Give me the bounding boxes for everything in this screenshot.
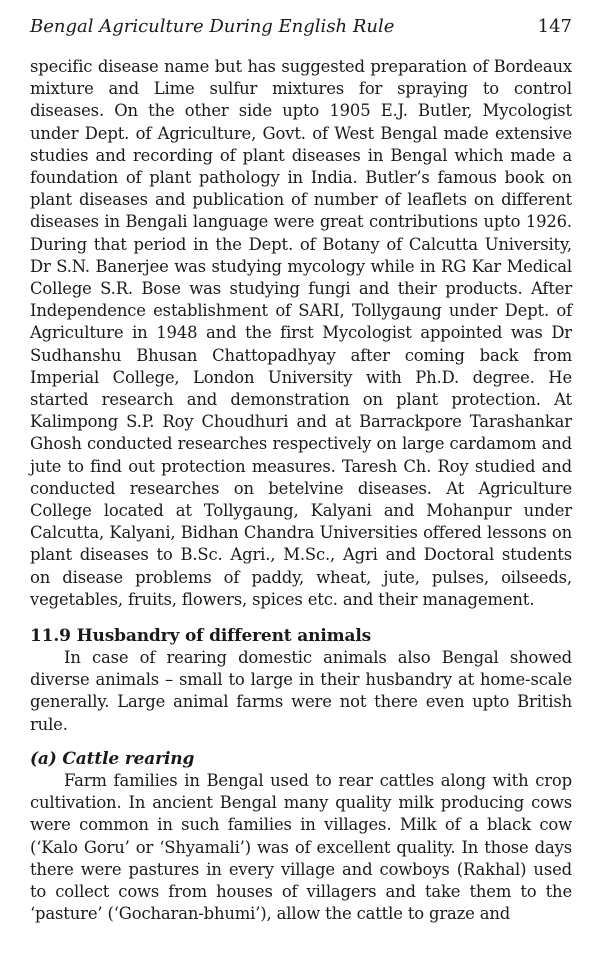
paragraph-plant-pathology: specific disease name but has suggested preparation of Bordeaux mixture and Lime sulfur mixtures for spraying to control diseases. On the other side upto 1905 E.J. Butler, Mycologist under Dept. of Agriculture, Govt. of West Bengal made extensive studies and recording of plant diseases in Bengal which made a foundation of plant pathology in India. Butler’s famous book on plant diseases and publication of number of leaflets on different diseases in Bengali language were great contributions upto 1926. During that period in the Dept. of Botany of Calcutta University, Dr S.N. Banerjee was studying mycology while in RG Kar Medical College S.R. Bose was studying fungi and their products. After Independence establishment of SARI, Tollygaung under Dept. of Agriculture in 1948 and the first Mycologist appointed was Dr Sudhanshu Bhusan Chattopadhyay after coming back from Imperial College, London University with Ph.D. degree. He started research and demonstration on plant protection. At Kalimpong S.P. Roy Choudhuri and at Barrackpore Tarashankar Ghosh conducted researches respectively on large cardamom and jute to find out protection measures. Taresh Ch. Roy studied and conducted researches on betelvine diseases. At Agriculture College located at Tollygaung, Kalyani and Mohanpur under Calcutta, Kalyani, Bidhan Chandra Universities offered lessons on plant diseases to B.Sc. Agri., M.Sc., Agri and Doctoral students on disease problems of paddy, wheat, jute, pulses, oilseeds, vegetables, fruits, flowers, spices etc. and their management. bbox=[30, 57, 572, 609]
section-heading-husbandry: 11.9 Husbandry of different animals bbox=[30, 626, 372, 647]
page-body bbox=[30, 56, 572, 925]
chapter-title: Bengal Agriculture During English Rule bbox=[30, 16, 395, 37]
subsection-heading-cattle: (a) Cattle rearing bbox=[30, 748, 195, 769]
page-number: 147 bbox=[537, 16, 572, 37]
running-header bbox=[30, 16, 572, 37]
paragraph-husbandry-intro: In case of rearing domestic animals also Bengal showed diverse animals – small to large in their husbandry at home-scale generally. Large animal farms were not there even upto British rule. bbox=[30, 648, 572, 734]
paragraph-cattle-rearing: Farm families in Bengal used to rear cattles along with crop cultivation. In ancient Bengal many quality milk producing cows were common in such families in villages. Milk of a black cow (‘Kalo Goru’ or ‘Shyamali’) was of excellent quality. In those days there were pastures in every village and cowboys (Rakhal) used to collect cows from houses of villagers and take them to the ‘pasture’ (‘Gocharan-bhumi’), allow the cattle to graze and bbox=[30, 770, 572, 924]
